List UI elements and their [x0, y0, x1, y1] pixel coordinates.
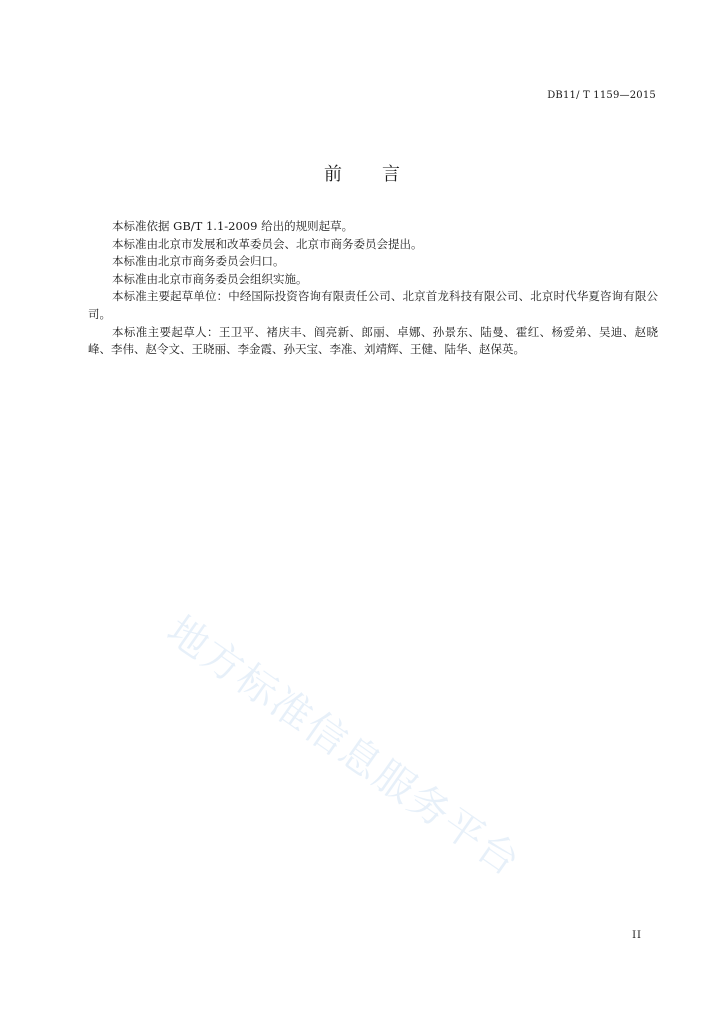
- paragraph-centralized-by: 本标准由北京市商务委员会归口。: [112, 254, 285, 269]
- paragraph-proposer: 本标准由北京市发展和改革委员会、北京市商务委员会提出。: [112, 236, 423, 251]
- paragraph-implemented-by: 本标准由北京市商务委员会组织实施。: [112, 271, 308, 286]
- watermark: 地方标准信息服务平台: [158, 607, 529, 886]
- paragraph-drafting-rules: 本标准依据 GB/T 1.1-2009 给出的规则起草。: [112, 219, 354, 233]
- page-number: II: [632, 930, 642, 941]
- paragraph-drafting-units: 本标准主要起草单位：中经国际投资咨询有限责任公司、北京首龙科技有限公司、北京时代华夏咨询有限公司。: [88, 289, 658, 321]
- paragraph-drafters: 本标准主要起草人：王卫平、褚庆丰、阎亮新、郎丽、卓娜、孙景东、陆曼、霍红、杨爱弟、吴迪、赵晓峰、李伟、赵令文、王晓丽、李金霞、孙天宝、李准、刘靖辉、王健、陆华、赵保英。: [88, 324, 658, 357]
- standard-code: DB11/ T 1159—2015: [547, 90, 656, 101]
- page-title: 前言: [324, 164, 440, 185]
- foreword-body: [88, 218, 658, 359]
